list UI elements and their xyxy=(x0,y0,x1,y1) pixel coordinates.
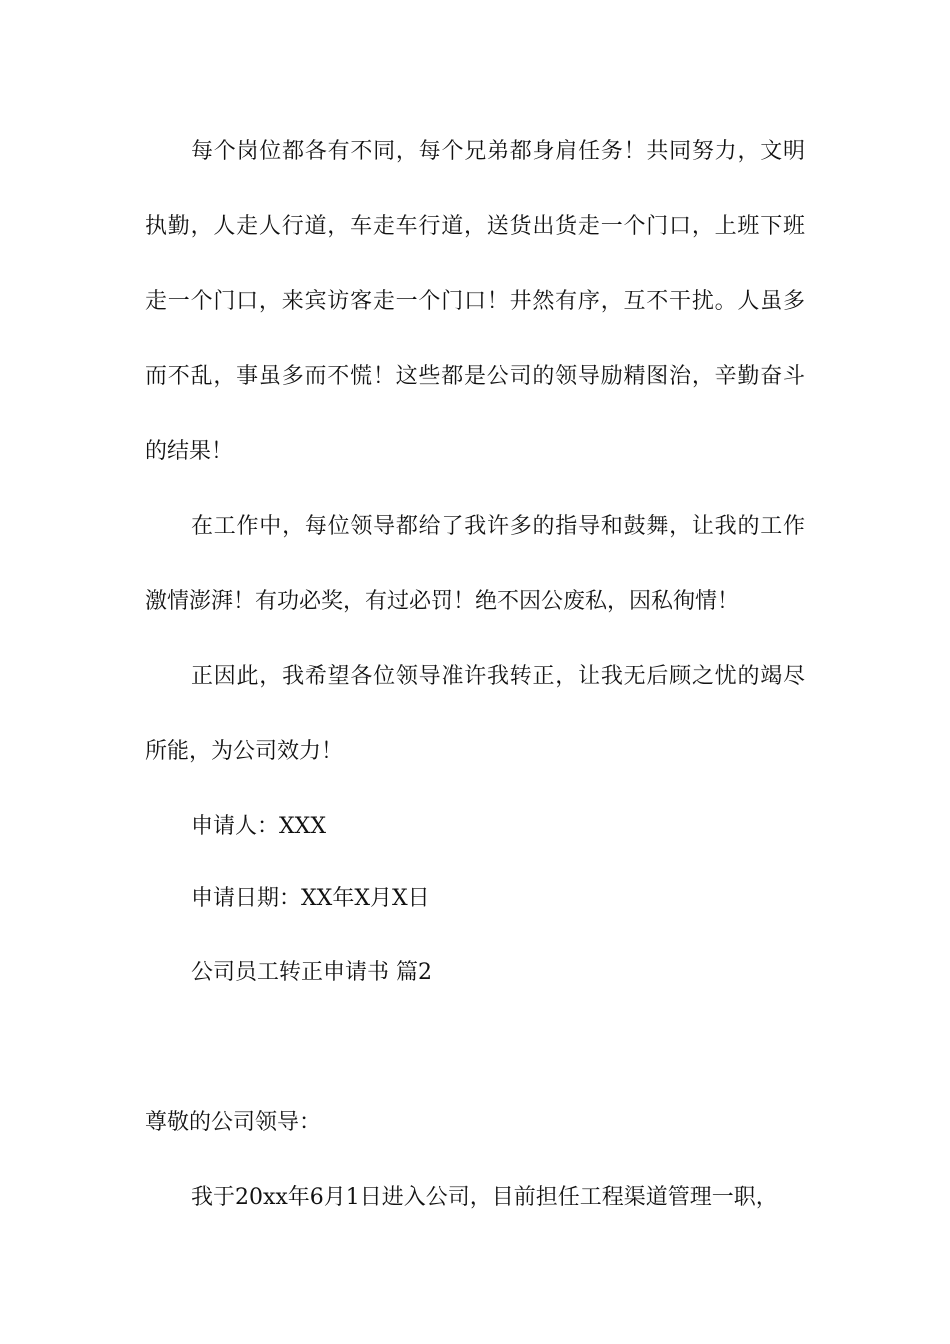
section-title: 公司员工转正申请书 篇2 xyxy=(191,960,432,985)
paragraph-line: 每个岗位都各有不同，每个兄弟都身肩任务！共同努力，文明 xyxy=(191,139,805,164)
paragraph-line: 的结果！ xyxy=(145,439,234,464)
salutation: 尊敬的公司领导： xyxy=(145,1110,322,1135)
paragraph-line: 执勤，人走人行道，车走车行道，送货出货走一个门口，上班下班 xyxy=(145,214,805,239)
paragraph-line: 我于20xx年6月1日进入公司，目前担任工程渠道管理一职， xyxy=(191,1185,778,1210)
paragraph-line: 走一个门口，来宾访客走一个门口！井然有序，互不干扰。人虽多 xyxy=(145,289,805,314)
paragraph-line: 所能，为公司效力！ xyxy=(145,739,344,764)
applicant-line: 申请人：XXX xyxy=(191,814,326,839)
paragraph-line: 在工作中，每位领导都给了我许多的指导和鼓舞，让我的工作 xyxy=(191,514,805,539)
paragraph-line: 正因此，我希望各位领导准许我转正，让我无后顾之忧的竭尽 xyxy=(191,664,805,689)
paragraph-line: 激情澎湃！有功必奖，有过必罚！绝不因公废私，因私徇情！ xyxy=(145,589,740,614)
paragraph-line: 而不乱，事虽多而不慌！这些都是公司的领导励精图治，辛勤奋斗 xyxy=(145,364,805,389)
date-line: 申请日期：XX年X月X日 xyxy=(191,886,430,911)
